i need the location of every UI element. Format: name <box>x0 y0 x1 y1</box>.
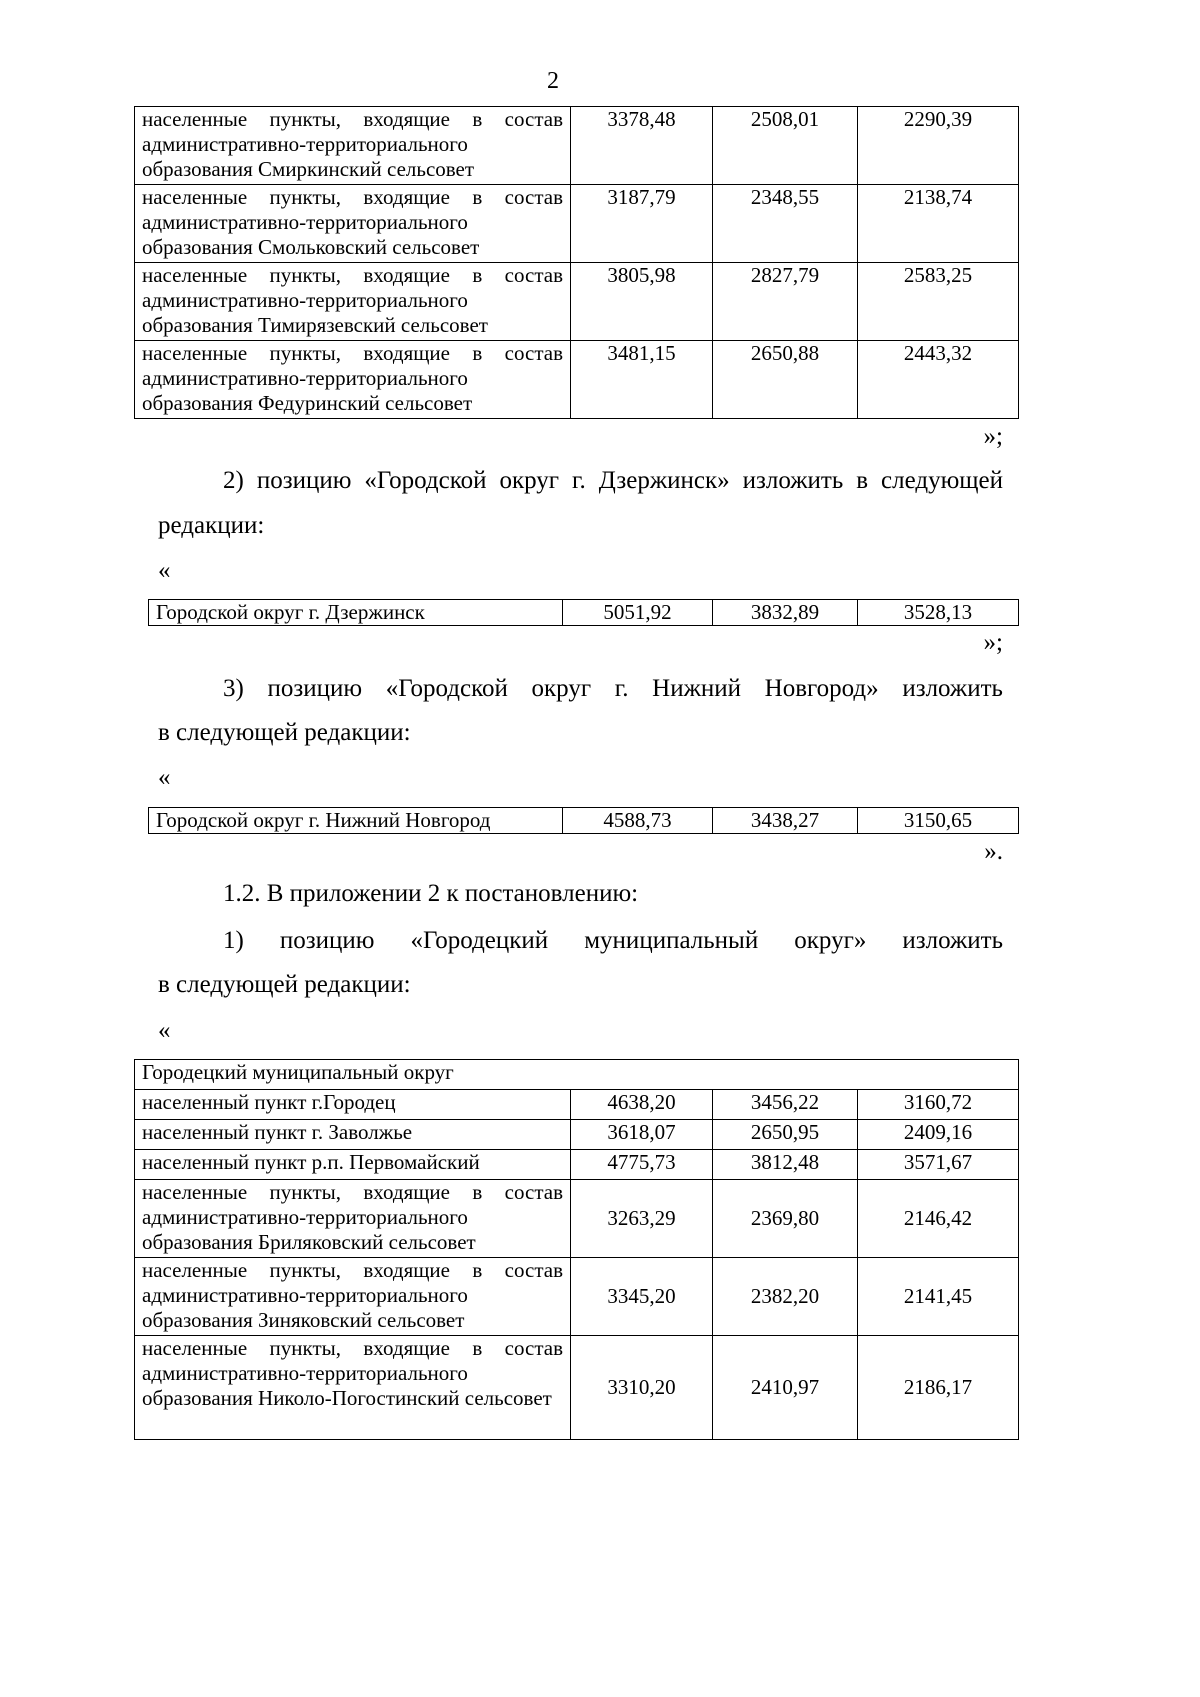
table-header-row <box>135 1060 1019 1090</box>
table-settlements-continuation <box>134 106 1019 419</box>
settlement-name-cell: населенный пункт г. Заволжье <box>135 1120 571 1150</box>
settlement-name-cell: населенный пункт г.Городец <box>135 1090 571 1120</box>
paragraph-section-1-2-continuation: в следующей редакции: <box>158 971 411 998</box>
value-cell: 3832,89 <box>713 600 858 626</box>
value-cell: 2290,39 <box>858 107 1019 185</box>
district-name-cell: Городской округ г. Дзержинск <box>149 600 563 626</box>
value-cell: 2827,79 <box>713 263 858 341</box>
paragraph-item-2: 2) позицию «Городской округ г. Дзержинск» изложить в следующей <box>223 467 1003 494</box>
value-cell: 2650,95 <box>713 1120 858 1150</box>
settlement-name-cell: населенные пункты, входящие в состав административно-территориального образования Бриляковский сельсовет <box>135 1180 571 1258</box>
paragraph-section-1-2-item-1: 1) позицию «Городецкий муниципальный округ» изложить <box>223 927 1003 954</box>
closing-quote: »; <box>983 423 1003 450</box>
settlement-name-cell: населенные пункты, входящие в состав административно-территориального образования Зиняковский сельсовет <box>135 1258 571 1336</box>
value-cell: 4638,20 <box>571 1090 713 1120</box>
table-row <box>135 1090 1019 1120</box>
value-cell: 3618,07 <box>571 1120 713 1150</box>
value-cell: 2146,42 <box>858 1180 1019 1258</box>
opening-quote: « <box>158 764 171 791</box>
value-cell: 3160,72 <box>858 1090 1019 1120</box>
settlement-name-cell: населенные пункты, входящие в состав административно-территориального образования Тимирязевский сельсовет <box>135 263 571 341</box>
district-name-cell: Городской округ г. Нижний Новгород <box>149 808 563 834</box>
table-row <box>135 185 1019 263</box>
value-cell: 3481,15 <box>571 341 713 419</box>
table-row <box>135 1120 1019 1150</box>
paragraph-item-3: 3) позицию «Городской округ г. Нижний Новгород» изложить <box>223 675 1003 702</box>
value-cell: 3187,79 <box>571 185 713 263</box>
value-cell: 4775,73 <box>571 1150 713 1180</box>
table-nizhny-novgorod <box>148 807 1019 834</box>
value-cell: 4588,73 <box>563 808 713 834</box>
table-row <box>135 263 1019 341</box>
value-cell: 2141,45 <box>858 1258 1019 1336</box>
value-cell: 2138,74 <box>858 185 1019 263</box>
table-gorodets <box>134 1059 1019 1440</box>
table-row <box>135 107 1019 185</box>
settlement-name-cell: населенные пункты, входящие в состав административно-территориального образования Николо-Погостинский сельсовет <box>135 1336 571 1440</box>
paragraph-item-2-continuation: редакции: <box>158 512 265 539</box>
value-cell: 3805,98 <box>571 263 713 341</box>
value-cell: 3571,67 <box>858 1150 1019 1180</box>
value-cell: 2410,97 <box>713 1336 858 1440</box>
table-row <box>135 1150 1019 1180</box>
closing-quote: »; <box>983 629 1003 656</box>
value-cell: 3812,48 <box>713 1150 858 1180</box>
value-cell: 2443,32 <box>858 341 1019 419</box>
table-row <box>149 600 1019 626</box>
table-dzerzhinsk <box>148 599 1019 626</box>
settlement-name-cell: населенный пункт р.п. Первомайский <box>135 1150 571 1180</box>
opening-quote: « <box>158 557 171 584</box>
paragraph-item-3-continuation: в следующей редакции: <box>158 719 411 746</box>
value-cell: 3263,29 <box>571 1180 713 1258</box>
closing-quote: ». <box>984 838 1003 865</box>
value-cell: 2348,55 <box>713 185 858 263</box>
value-cell: 2369,80 <box>713 1180 858 1258</box>
value-cell: 2650,88 <box>713 341 858 419</box>
opening-quote: « <box>158 1017 171 1044</box>
page-number: 2 <box>547 68 559 94</box>
value-cell: 3150,65 <box>858 808 1019 834</box>
value-cell: 2186,17 <box>858 1336 1019 1440</box>
value-cell: 5051,92 <box>563 600 713 626</box>
value-cell: 3345,20 <box>571 1258 713 1336</box>
settlement-name-cell: населенные пункты, входящие в состав административно-территориального образования Федуринский сельсовет <box>135 341 571 419</box>
table-row <box>149 808 1019 834</box>
value-cell: 3456,22 <box>713 1090 858 1120</box>
settlement-name-cell: населенные пункты, входящие в состав административно-территориального образования Смольковский сельсовет <box>135 185 571 263</box>
table-row <box>135 1336 1019 1440</box>
value-cell: 3378,48 <box>571 107 713 185</box>
value-cell: 2508,01 <box>713 107 858 185</box>
value-cell: 2382,20 <box>713 1258 858 1336</box>
district-header-cell: Городецкий муниципальный округ <box>135 1060 1019 1090</box>
table-row <box>135 1180 1019 1258</box>
table-row <box>135 1258 1019 1336</box>
value-cell: 3528,13 <box>858 600 1019 626</box>
value-cell: 3438,27 <box>713 808 858 834</box>
value-cell: 2409,16 <box>858 1120 1019 1150</box>
settlement-name-cell: населенные пункты, входящие в состав административно-территориального образования Смиркинский сельсовет <box>135 107 571 185</box>
table-row <box>135 341 1019 419</box>
value-cell: 3310,20 <box>571 1336 713 1440</box>
value-cell: 2583,25 <box>858 263 1019 341</box>
section-heading-1-2: 1.2. В приложении 2 к постановлению: <box>223 880 639 907</box>
